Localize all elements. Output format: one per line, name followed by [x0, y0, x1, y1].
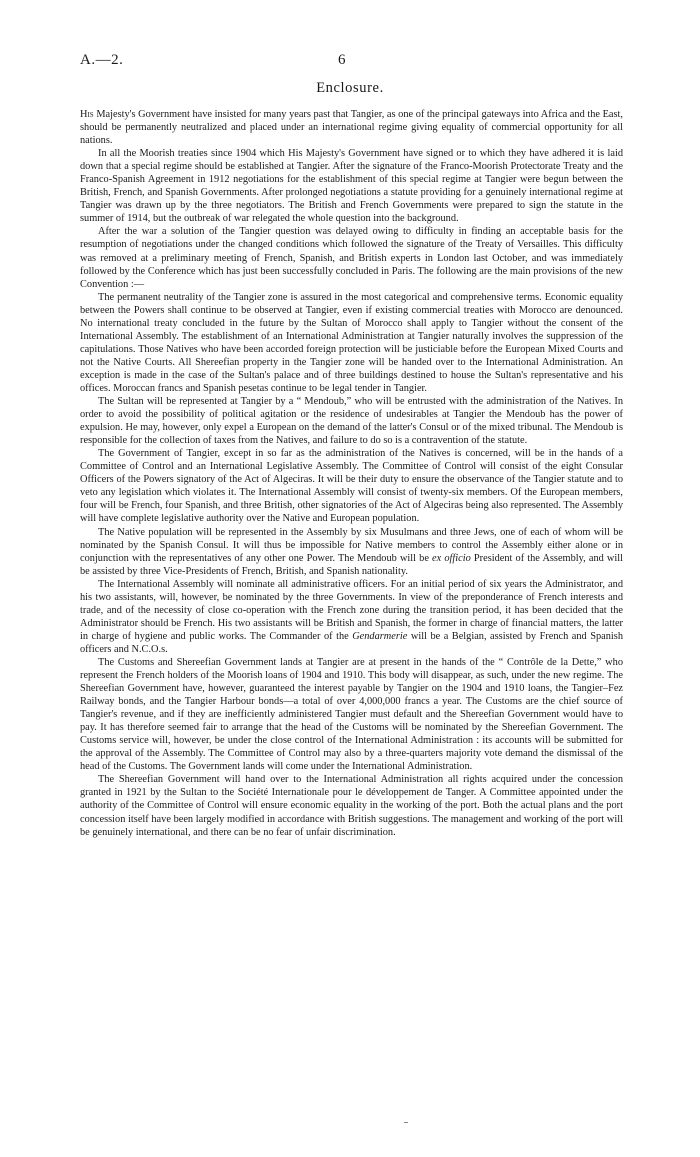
- paragraph-3: After the war a solution of the Tangier question was delayed owing to difficulty in finding an acceptable basis for the resumption of negotiations under the changed conditions which followed the signature of the Treaty of Versailles. This difficulty was removed at a preliminary meeting of French, Spanish, and British experts in London last October, and was immediately followed by the Conference which has just been successfully concluded in Paris. The following are the main provisions of the new Convention :—: [80, 226, 623, 290]
- page-footer-mark: [404, 1122, 408, 1123]
- paragraph-text: The Native population will be represented in the Assembly by six Musulmans and three Jews, one of each of whom will be nominated by the Spanish Consul. It will thus be impossible for Native members to control the Assembly either alone or in conjunction with the representatives of any other one Power. The Mendoub will be: [80, 526, 623, 564]
- paragraph-1: [80, 108, 623, 147]
- paragraph-5: The Sultan will be represented at Tangier by a “ Mendoub,” who will be entrusted with the administration of the Natives. In order to avoid the possibility of political agitation or the residence of undesirables at Tangier the Mendoub has the power of expulsion. He may, however, only expel a European on the demand of the latter's Consul or of the mixed tribunal. The Mendoub is responsible for the collection of taxes from the Natives, and failure to do so is a contravention of the statute.: [80, 396, 623, 447]
- paragraph-4: The permanent neutrality of the Tangier zone is assured in the most categorical and comprehensive terms. Economic equality between the Powers shall continue to be observed at Tangier, even if existing commercial treaties with Morocco are denounced. No international treaty concluded in the future by the Sultan of Morocco shall apply to Tangier without the consent of the International Assembly. The establishment of an International Administration at Tangier naturally involves the suppression of the capitulations. Those Natives who have been accorded foreign protection will be justiciable before the European Mixed Courts and not the Native Courts. All Shereefian property in the Tangier zone will be handed over to the International Administration. An exception is made in the case of the Sultan's palace and of three buildings destined to house the Sultan's representative and his offices. Moroccan francs and Spanish pesetas continue to be legal tender in Tangier.: [80, 291, 623, 394]
- paragraph-7: [80, 526, 623, 578]
- paragraph-9: The Customs and Shereefian Government lands at Tangier are at present in the hands of the “ Contrôle de la Dette,” who represent the French holders of the Moorish loans of 1904 and 1910. This body will disappear, as such, under the new regime. The Shereefian Government have, however, guaranteed the interest payable by Tangier on the 1904 and 1910 loans, the Tangier–Fez Railway bonds, and the Tangier Harbour bonds—a total of over 4,000,000 francs a year. The Customs are the chief source of Tangier's revenue, and if they are inefficiently administered Tangier must default and the Shereefian Government would have to pay. It has therefore seemed fair to arrange that the head of the Customs will be nominated by the Shereefian Government. The Customs service will, however, be under the close control of the International Administration : its accounts will be submitted for the approval of the Assembly. The Committee of Control may also by a three-quarters majority vote demand the dismissal of the head of the Customs. The Government lands will come under the International Administration.: [80, 656, 623, 773]
- italic-phrase: Gendarmerie: [352, 630, 408, 642]
- page-number: 6: [338, 52, 346, 68]
- document-reference: A.—2.: [80, 52, 124, 68]
- paragraph-text: will be a Belgian, assisted by French and Spanish officers and N.C.O.s.: [80, 630, 623, 655]
- italic-phrase: ex officio: [432, 552, 471, 564]
- paragraph-text: The International Assembly will nominate all administrative officers. For an initial period of six years the Administrator, and his two assistants, will, however, be nominated by the three Governments. In view of the preponderance of French interests and trade, and of the necessity of close co-operation with the French zone during the transition period, it has been decided that the Administrator should be French. His two assistants will be British and Spanish, the former in charge of financial matters, the latter in charge of hygiene and public works. The Commander of the: [80, 578, 623, 642]
- paragraph-10: The Shereefian Government will hand over to the International Administration all rights acquired under the concession granted in 1921 by the Sultan to the Société Internationale pour le développement de Tanger. A Committee appointed under the authority of the Committee of Control will ensure economic equality in the working of the port. Both the actual plans and the port concession itself have been largely modified in accordance with British suggestions. The management and working of the port will be genuinely international, and there can be no fear of unfair discrimination.: [80, 774, 623, 838]
- paragraph-8: [80, 578, 623, 656]
- paragraph-text: President of the Assembly, and will be assisted by three Vice-Presidents of French, British, and Spanish nationality.: [80, 552, 623, 577]
- paragraph-6: The Government of Tangier, except in so far as the administration of the Natives is concerned, will be in the hands of a Committee of Control and an International Legislative Assembly. The Committee of Control will consist of the eight Consular Officers of the Powers signatory of the Act of Algeciras. It will be their duty to ensure the observance of the Tangier statute and to veto any legislation which violates it. The International Assembly will consist of twenty-six members. Of the European members, four will be French, four Spanish, and three British, other signatories of the Act of Algeciras being also represented. The Assembly will have complete legislative authority over the Native and European population.: [80, 448, 623, 525]
- paragraph-2: In all the Moorish treaties since 1904 which His Majesty's Government have signed or to which they have adhered it is laid down that a special regime should be established at Tangier. After the signature of the Franco-Moorish Protectorate Treaty and the Franco-Spanish Agreement in 1912 negotiations for the establishment of this special regime at Tangier were begun between the British, French, and Spanish Governments. After prolonged negotiations a statute providing for a genuinely international regime at Tangier was drawn up by the three negotiators. The British and French Governments were prepared to sign the statute in the summer of 1914, but the outbreak of war relegated the whole question into the background.: [80, 148, 623, 225]
- paragraph-lead-word: His: [80, 109, 94, 120]
- paragraph-text: Majesty's Government have insisted for many years past that Tangier, as one of the principal gateways into Africa and the East, should be permanently neutralized and placed under an international regime giving equality of commercial opportunity for all nations.: [80, 109, 623, 147]
- document-body: [80, 108, 623, 839]
- page-header: [80, 52, 620, 70]
- section-title: Enclosure.: [316, 80, 384, 96]
